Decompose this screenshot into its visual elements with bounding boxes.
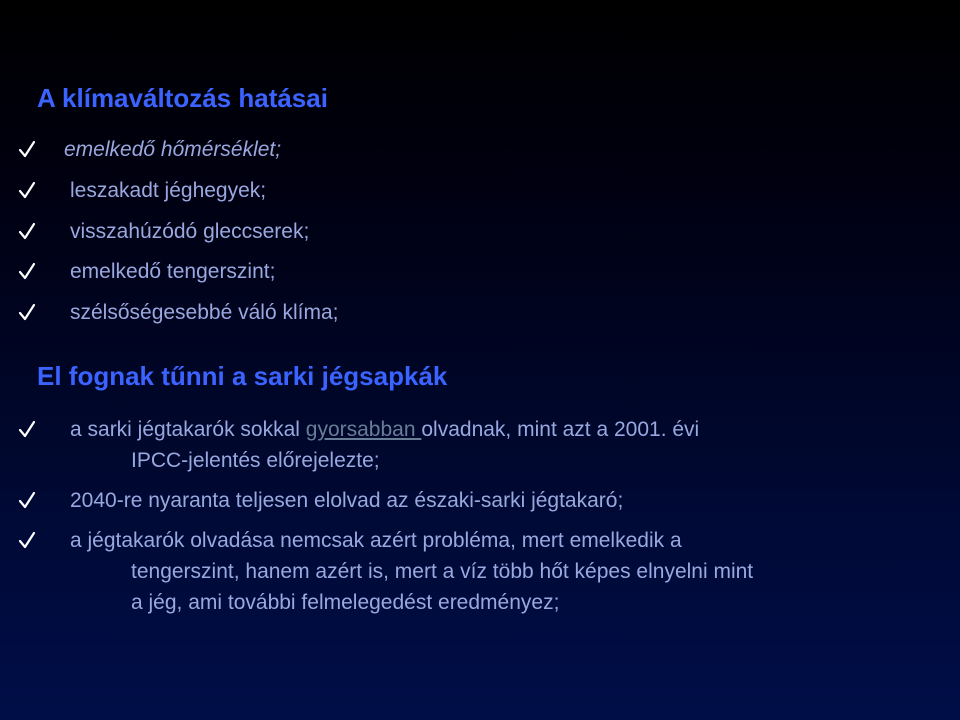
checkmark-icon bbox=[18, 297, 36, 328]
section-title-climate-effects: A klímaváltozás hatásai bbox=[37, 83, 328, 113]
bullet-text: leszakadt jéghegyek; bbox=[70, 179, 267, 202]
bullet-text-continuation: IPCC-jelentés előrejelezte; bbox=[131, 449, 380, 472]
bullet-text-continuation: tengerszint, hanem azért is, mert a víz több hőt képes elnyelni mint bbox=[131, 560, 754, 583]
bullet-item bbox=[18, 297, 938, 328]
bullet-text: szélsőségesebbé váló klíma; bbox=[70, 301, 339, 324]
section-title-polar-ice-caps: El fognak tűnni a sarki jégsapkák bbox=[37, 361, 448, 391]
bullet-item bbox=[18, 175, 938, 206]
bullet-text: visszahúzódó gleccserek; bbox=[70, 220, 310, 243]
bullet-text: 2040-re nyaranta teljesen elolvad az északi-sarki jégtakaró; bbox=[70, 489, 624, 512]
bullet-text bbox=[18, 414, 938, 445]
bullet-item bbox=[18, 134, 938, 165]
checkmark-icon bbox=[18, 175, 36, 206]
bullet-item bbox=[18, 216, 938, 247]
checkmark-icon bbox=[18, 485, 36, 516]
gyorsabban-link[interactable]: gyorsabban bbox=[305, 418, 422, 441]
bullet-item bbox=[18, 256, 938, 287]
bullet-item bbox=[18, 485, 938, 516]
bullet-text-continuation: a jég, ami további felmelegedést eredményez; bbox=[131, 591, 560, 614]
checkmark-icon bbox=[18, 414, 36, 445]
bullet-text-end: olvadnak, mint azt a 2001. évi bbox=[421, 418, 700, 441]
bullet-text: emelkedő tengerszint; bbox=[70, 260, 276, 283]
bullet-item bbox=[18, 414, 938, 476]
bullet-text-start: a sarki jégtakarók sokkal bbox=[70, 418, 306, 441]
checkmark-icon bbox=[18, 216, 36, 247]
bullet-item bbox=[18, 525, 938, 618]
checkmark-icon bbox=[18, 134, 36, 165]
checkmark-icon bbox=[18, 256, 36, 287]
bullet-text: a jégtakarók olvadása nemcsak azért probléma, mert emelkedik a bbox=[70, 529, 682, 552]
checkmark-icon bbox=[18, 525, 36, 556]
bullet-text: emelkedő hőmérséklet; bbox=[64, 138, 282, 161]
